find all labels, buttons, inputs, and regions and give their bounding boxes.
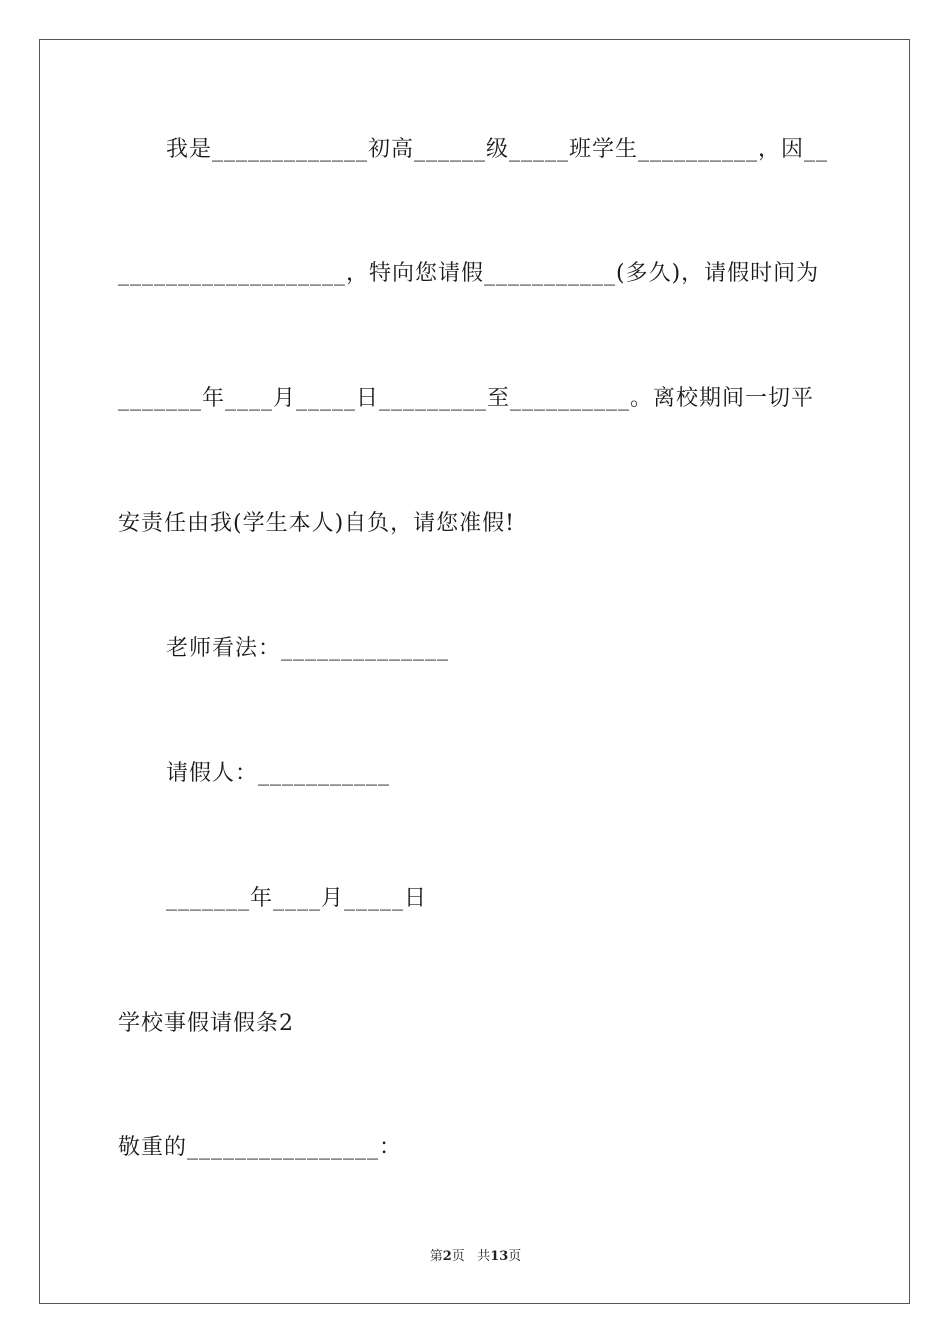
salutation-line: 敬重的________________：	[118, 1135, 403, 1160]
date-line: _______年____月_____日	[166, 886, 428, 911]
footer-total-prefix: 共	[477, 1249, 491, 1264]
footer-prefix: 第	[429, 1249, 443, 1264]
footer-total-pages: 13	[490, 1249, 509, 1264]
page-footer	[40, 1247, 911, 1267]
footer-page-suffix: 页	[451, 1249, 465, 1264]
paragraph-line-3: _______年____月_____日_________至__________。离校期间一切平	[118, 386, 815, 411]
footer-page-number: 2	[442, 1249, 452, 1264]
paragraph-line-1: 我是_____________初高______级_____班学生__________，因__	[166, 137, 829, 162]
applicant-line: 请假人：___________	[166, 761, 391, 786]
footer-total-suffix: 页	[508, 1249, 522, 1264]
teacher-opinion-line: 老师看法：______________	[166, 636, 450, 661]
page-frame	[39, 39, 910, 1304]
paragraph-line-4: 安责任由我(学生本人)自负，请您准假!	[118, 511, 516, 536]
paragraph-line-2: ___________________，特向您请假___________(多久)，请假时间为	[118, 261, 820, 286]
section-title: 学校事假请假条2	[118, 1011, 294, 1036]
